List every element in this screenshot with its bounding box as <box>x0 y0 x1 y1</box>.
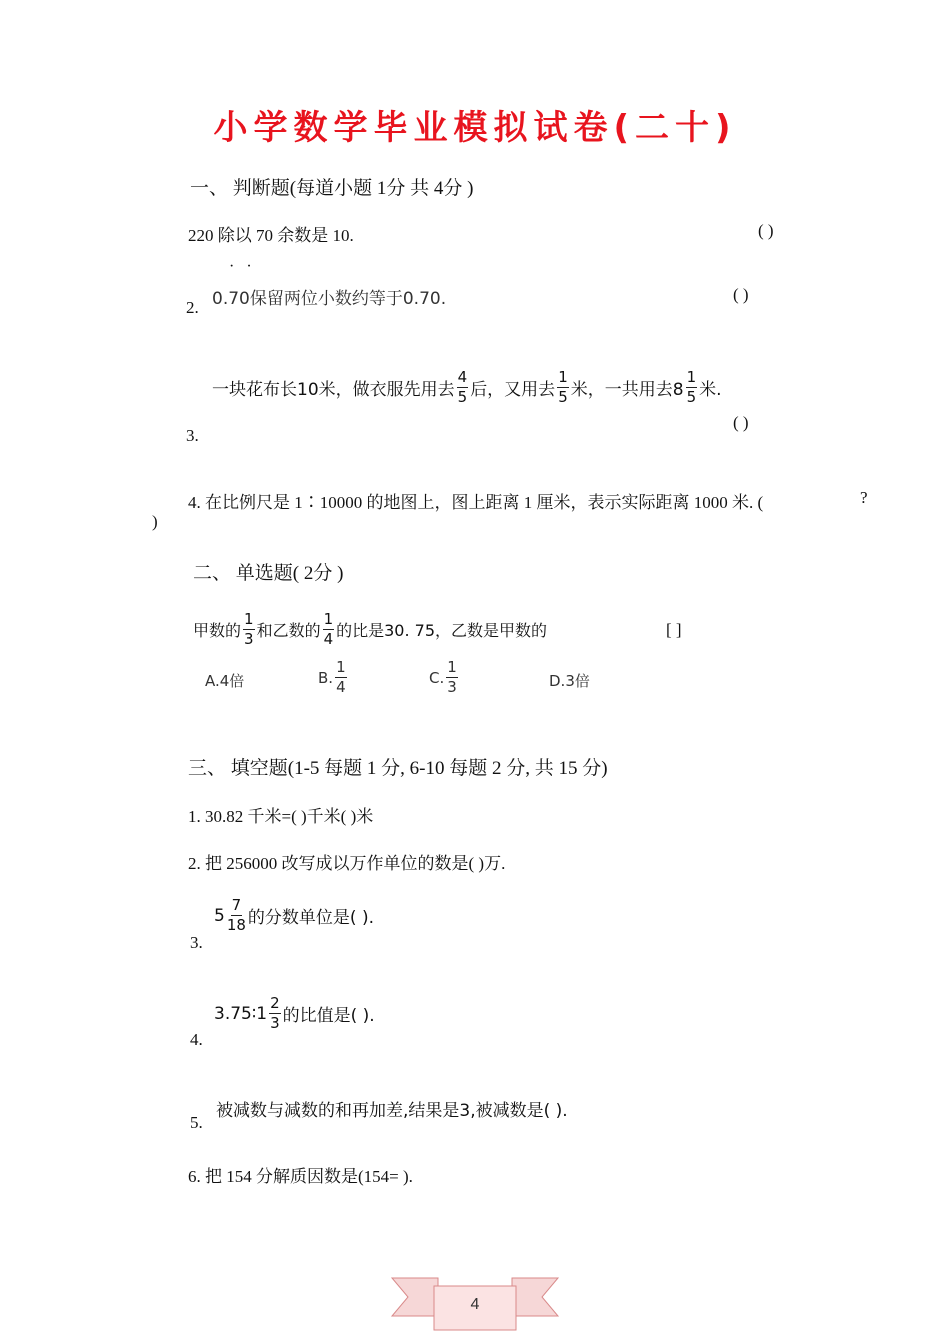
section2-heading: 二、 单选题( 2分 ) <box>193 563 344 584</box>
question-number: 4. <box>188 493 201 512</box>
fraction-denominator: 3 <box>270 1014 280 1032</box>
fraction <box>243 612 255 647</box>
close-paren: ) <box>152 512 158 531</box>
fraction-denominator: 4 <box>323 630 334 648</box>
question-text: 米，一共用去8 <box>570 380 684 400</box>
repeat-dots-mark: · · <box>229 258 256 275</box>
fraction-denominator: 3 <box>447 678 457 696</box>
question-text: 和乙数的 <box>256 621 321 640</box>
fraction <box>323 612 335 647</box>
fraction-denominator: 5 <box>457 388 468 406</box>
question-text: 的比是30. 75，乙数是甲数的 <box>336 621 548 640</box>
section3-question-6: 6. 把 154 分解质因数是(154= ). <box>188 1167 413 1186</box>
ribbon-left-tail <box>392 1278 438 1316</box>
fraction <box>269 996 281 1031</box>
option-label: C. <box>429 668 445 687</box>
option-label: B. <box>318 668 334 687</box>
answer-bracket: [ ] <box>666 620 682 639</box>
section1-question-3-text <box>212 370 722 405</box>
section1-question-4 <box>188 488 763 513</box>
fraction-denominator: 5 <box>558 388 568 406</box>
fraction <box>557 370 569 405</box>
option-b <box>318 660 349 695</box>
section3-question-2: 2. 把 256000 改写成以万作单位的数是( )万. <box>188 854 506 873</box>
question-number: 2. <box>186 298 199 317</box>
question-text: 一块花布长10米，做衣服先用去 <box>212 380 455 400</box>
section3-question-5-text: 被减数与减数的和再加差,结果是3,被减数是( ). <box>216 1101 568 1121</box>
fraction <box>227 898 246 933</box>
question-number: 3. <box>186 426 199 445</box>
question-mark: ? <box>860 488 868 507</box>
question-text: 的分数单位是( ). <box>247 908 374 928</box>
fraction-numerator: 1 <box>323 610 334 628</box>
fraction-numerator: 7 <box>231 896 242 914</box>
fraction-numerator: 1 <box>447 658 457 676</box>
fraction-numerator: 1 <box>686 368 697 386</box>
question-text: 的比值是( ). <box>282 1006 375 1026</box>
answer-paren: ( ) <box>733 285 749 304</box>
question-text: 甲数的 <box>193 621 242 640</box>
question-text: 米. <box>699 380 722 400</box>
fraction-denominator: 4 <box>336 678 346 696</box>
exam-title: 小学数学毕业模拟试卷(二十) <box>213 108 737 148</box>
fraction-numerator: 2 <box>270 994 280 1012</box>
fraction-numerator: 1 <box>244 610 254 628</box>
question-text: 3.75∶1 <box>214 1003 268 1024</box>
fraction <box>335 660 347 695</box>
section3-question-1: 1. 30.82 千米=( )千米( )米 <box>188 807 374 826</box>
section3-heading: 三、 填空题(1-5 每题 1 分, 6-10 每题 2 分, 共 15 分) <box>188 758 608 779</box>
option-a: A.4倍 <box>205 672 245 690</box>
question-number: 4. <box>190 1030 203 1049</box>
question-number: 5. <box>190 1113 203 1132</box>
fraction-numerator: 1 <box>558 368 568 386</box>
option-d: D.3倍 <box>549 672 590 690</box>
section3-question-3-text <box>214 898 374 933</box>
fraction-denominator: 5 <box>686 388 697 406</box>
fraction <box>686 370 698 405</box>
question-text: 后，又用去 <box>470 380 556 400</box>
section1-heading: 一、 判断题(每道小题 1分 共 4分 ) <box>190 178 474 199</box>
mixed-number-whole: 5 <box>214 905 225 926</box>
section1-question-1 <box>188 221 354 246</box>
answer-paren: ( ) <box>758 221 774 240</box>
fraction <box>457 370 469 405</box>
page-number: 4 <box>470 1296 480 1313</box>
fraction-denominator: 3 <box>244 630 254 648</box>
fraction <box>446 660 458 695</box>
question-number: 3. <box>190 933 203 952</box>
fraction-numerator: 4 <box>457 368 468 386</box>
option-c <box>429 660 460 695</box>
question-text: 220 除以 70 余数是 10. <box>188 226 354 245</box>
section3-question-4-text <box>214 996 375 1031</box>
fraction-denominator: 18 <box>226 916 246 934</box>
section1-question-2-text: 0.70保留两位小数约等于0.70. <box>212 289 447 309</box>
section2-question-1 <box>193 612 547 647</box>
question-text: 在比例尺是 1∶10000 的地图上，图上距离 1 厘米，表示实际距离 1000 米. ( <box>205 493 764 512</box>
answer-paren: ( ) <box>733 413 749 432</box>
ribbon-right-tail <box>512 1278 558 1316</box>
fraction-numerator: 1 <box>336 658 346 676</box>
